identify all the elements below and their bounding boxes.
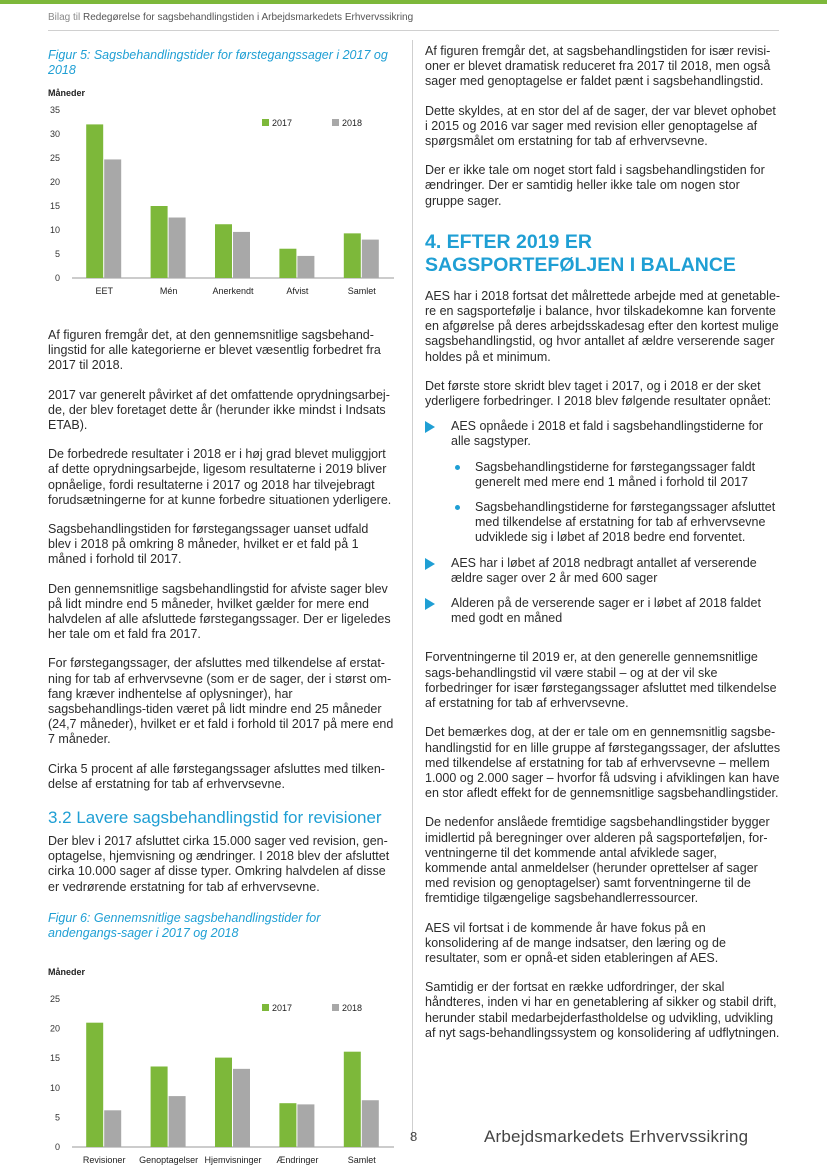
- header-divider: [48, 30, 779, 31]
- bar-2018-mén: [169, 218, 186, 278]
- y-axis-label: Måneder: [48, 88, 86, 98]
- paragraph: Samtidig er der fortsat en række udfordringer, der skal håndteres, inden vi har en genetablering af sikker og stabil drift, herunder stabil medarbejderfastholdelse og udvikling, udvikling af nyt sags-behandlingssystem og konsolidering af udflytningen.: [425, 980, 780, 1040]
- paragraph: De nedenfor anslåede fremtidige sagsbehandlingstider bygger imidlertid på beregninger over alderen på sagsporteføljen, for-ventningerne til det kommende antal afviklede sager, kommende antal anmeldelser (herunder oprettelser af sager med revision og genoptagelser) samt forventningerne til de fremtidige tilgængelige sagsbehandlerressourcer.: [425, 815, 770, 906]
- left-column: [48, 44, 394, 1165]
- y-tick-label: 10: [49, 225, 60, 235]
- figure-5-caption: Figur 5: Sagsbehandlingstider for førstegangssager i 2017 og 2018: [48, 48, 388, 77]
- figure-5-chart: [48, 86, 394, 316]
- section-heading: [425, 231, 781, 277]
- paragraph: AES vil fortsat i de kommende år have fokus på en konsolidering af de mange indsatser, den læring og de resultater, som er opnå-et siden etableringen af AES.: [425, 920, 726, 965]
- paragraph: Det første store skridt blev taget i 2017, og i 2018 er der sket yderligere forbedringer. I 2018 blev følgende resultater opnået:: [425, 378, 772, 409]
- y-tick-label: 10: [49, 1082, 60, 1093]
- bar-2017-genoptagelser: [151, 1066, 168, 1147]
- x-tick-label: Ændringer: [276, 1154, 319, 1165]
- legend-label-2018: 2018: [342, 1002, 363, 1013]
- bar-2017-samlet: [344, 233, 361, 278]
- list-item: [425, 419, 781, 545]
- sub-list-item: [425, 460, 781, 490]
- dot-bullet-icon: [455, 505, 460, 510]
- bar-2017-afvist: [279, 249, 296, 278]
- y-tick-label: 15: [49, 201, 60, 211]
- bar-2018-afvist: [297, 256, 314, 278]
- list-item: [425, 556, 781, 586]
- y-tick-label: 15: [49, 1053, 60, 1064]
- paragraph: Der er ikke tale om noget stort fald i sagsbehandlingstiden for ændringer. Der er samtidig heller ikke tale om nogen stor gruppe sager.: [425, 163, 765, 208]
- paragraph: Cirka 5 procent af alle førstegangssager afsluttes med tilken-delse af erstatning for tab af erhvervsevne.: [48, 761, 385, 791]
- y-tick-label: 20: [49, 177, 60, 187]
- dot-bullet-icon: [455, 465, 460, 470]
- x-tick-label: Hjemvisninger: [204, 1154, 262, 1165]
- sub-list-item-text: Sagsbehandlingstiderne for førstegangssager afsluttet med tilkendelse af erstatning for tab af erhvervsevne udviklede sig i løbet af 2018 bedre end forventet.: [475, 500, 776, 545]
- y-tick-label: 20: [49, 1023, 60, 1034]
- bar-2018-genoptagelser: [169, 1096, 186, 1147]
- x-tick-label: Afvist: [286, 286, 309, 296]
- x-tick-label: EET: [95, 286, 113, 296]
- y-tick-label: 25: [49, 993, 60, 1004]
- x-tick-label: Mén: [159, 286, 178, 296]
- figure-6-caption: Figur 6: Gennemsnitlige sagsbehandlingstider for andengangs-sager i 2017 og 2018: [48, 910, 321, 940]
- page-number: 8: [410, 1129, 418, 1144]
- paragraph: Den gennemsnitlige sagsbehandlingstid for afviste sager blev på lidt mindre end 5 måneder, hvilket gælder for mere end halvdelen af alle afsluttede førstegangssager. Der er ligeledes her tale om et fald fra 2017.: [48, 581, 391, 642]
- y-tick-label: 30: [49, 129, 60, 139]
- legend-swatch-2017: [262, 1004, 269, 1011]
- y-tick-label: 5: [54, 249, 60, 259]
- bar-2018-samlet: [362, 240, 379, 278]
- paragraph: Af figuren fremgår det, at den gennemsnitlige sagsbehand-lingstid for alle kategorierne er blevet væsentlig forbedret fra 2017 til 2018.: [48, 328, 381, 373]
- right-column: [425, 44, 781, 1041]
- legend-swatch-2017: [262, 119, 269, 126]
- legend-swatch-2018: [332, 119, 339, 126]
- triangle-bullet-icon: [425, 558, 435, 570]
- bar-2018-anerkendt: [233, 232, 250, 278]
- section-subheading: 3.2 Lavere sagsbehandlingstid for revisioner: [48, 808, 382, 828]
- x-tick-label: Genoptagelser: [139, 1154, 199, 1165]
- bar-2017-mén: [151, 206, 168, 278]
- top-accent-bar: [0, 0, 827, 4]
- bar-2018-ændringer: [297, 1104, 314, 1147]
- x-tick-label: Samlet: [347, 1154, 376, 1165]
- y-tick-label: 0: [54, 1141, 60, 1152]
- bar-2018-revisioner: [104, 1110, 121, 1147]
- footer-organization: Arbejdsmarkedets Erhvervssikring: [484, 1127, 749, 1146]
- list-item-text: AES har i løbet af 2018 nedbragt antallet af verserende ældre sager over 2 år med 600 sager: [451, 555, 757, 585]
- legend-label-2018: 2018: [342, 118, 363, 128]
- y-tick-label: 5: [54, 1112, 60, 1123]
- sub-list-item: [425, 500, 781, 546]
- paragraph: 2017 var generelt påvirket af det omfattende oprydningsarbej-de, der blev foretaget dette år (herunder ikke mindst i Indsats ETAB).: [48, 387, 390, 433]
- paragraph: Dette skyldes, at en stor del af de sager, der var blevet ophobet i 2015 og 2016 var sager med revision eller genoptagelse af spørgsmålet om erstatning for tab af erhvervsevne.: [425, 103, 776, 149]
- list-item-text: AES opnåede i 2018 et fald i sagsbehandlingstiderne for alle sagstyper.: [451, 419, 764, 449]
- bar-2017-samlet: [344, 1052, 361, 1147]
- paragraph: Af figuren fremgår det, at sagsbehandlingstiden for især revisi-oner er blevet dramatisk reduceret fra 2017 til 2018, men også sager med genoptagelse er faldet pænt i sagsbehandlingstid.: [425, 44, 771, 89]
- header-prefix: Bilag til: [48, 12, 84, 23]
- bar-2017-revisioner: [86, 1023, 103, 1147]
- paragraph: Der blev i 2017 afsluttet cirka 15.000 sager ved revision, gen-optagelse, hjemvisning og ændringer. I 2018 blev der afsluttet cirka 10.000 sager af disse typer. Omkring halvdelen af disse er vedrørende erstatning for tab af erhvervsevne.: [48, 834, 390, 894]
- bar-2017-eet: [86, 124, 103, 278]
- paragraph: Sagsbehandlingstiden for førstegangssager uanset udfald blev i 2018 på omkring 8 måneder, hvilket er et fald på 1 måned i forhold til 2017.: [48, 522, 369, 567]
- bar-2018-eet: [104, 159, 121, 278]
- legend-label-2017: 2017: [272, 118, 293, 128]
- x-tick-label: Anerkendt: [212, 286, 254, 296]
- paragraph: Forventningerne til 2019 er, at den generelle gennemsnitlige sags-behandlingstid vil være stabil – og at der vil ske forbedringer for især førstegangssager afsluttet med tilkendelse af erstatning for tab af erhvervsevne.: [425, 650, 777, 711]
- header-title: Redegørelse for sagsbehandlingstiden i Arbejdsmarkedets Erhvervssikring: [83, 12, 414, 23]
- running-header: [48, 12, 413, 23]
- y-axis-label: Måneder: [48, 966, 86, 977]
- x-tick-label: Revisioner: [82, 1154, 126, 1165]
- sub-list: [425, 460, 781, 546]
- legend-label-2017: 2017: [272, 1002, 293, 1013]
- triangle-bullet-icon: [425, 421, 435, 433]
- paragraph: De forbedrede resultater i 2018 er i høj grad blevet muliggjort af dette oprydningsarbejde, ligesom resultaterne i 2019 bliver opnåelige, fordi resultaterne i 2017 og 2018 har tilvejebragt forudsætningerne for at kunne forbedre situationen yderligere.: [48, 447, 392, 507]
- paragraph: AES har i 2018 fortsat det målrettede arbejde med at genetable-re en sagsportefølje i balance, hvor tilskadekomne kan forvente en afgørelse på deres arbejdsskadesag efter den kortest mulige sagsbehandlingstid, og hvor antallet af ældre verserende sager holdes på et minimum.: [425, 288, 781, 364]
- bar-2017-anerkendt: [215, 224, 232, 278]
- legend-swatch-2018: [332, 1004, 339, 1011]
- triangle-bullet-icon: [425, 598, 435, 610]
- section-heading-line-2: SAGSPORTEFØLJEN I BALANCE: [425, 253, 736, 276]
- bar-2017-ændringer: [279, 1103, 296, 1147]
- results-list: [425, 419, 781, 626]
- bar-2018-hjemvisninger: [233, 1069, 250, 1147]
- y-tick-label: 35: [49, 105, 60, 115]
- x-tick-label: Samlet: [347, 286, 376, 296]
- bar-2017-hjemvisninger: [215, 1057, 232, 1146]
- column-divider: [412, 40, 413, 1140]
- figure-6-chart: [48, 965, 394, 1165]
- y-tick-label: 25: [49, 153, 60, 163]
- list-item: [425, 596, 781, 626]
- bar-2018-samlet: [362, 1100, 379, 1147]
- paragraph: Det bemærkes dog, at der er tale om en gennemsnitlig sagsbe-handlingstid for en lille gruppe af førstegangssager, der afsluttes med tilkendelse af erstatning for tab af erhvervsevne – mellem 1.000 og 2.000 sager – hvorfor få udsving i afviklingen kan have en stor afledt effekt for de gennemsnitlige sagsbehandlingstider.: [425, 725, 781, 801]
- list-item-text: Alderen på de verserende sager er i løbet af 2018 faldet med godt en måned: [451, 596, 761, 626]
- y-tick-label: 0: [54, 273, 60, 283]
- section-heading-line-1: 4. EFTER 2019 ER: [425, 230, 592, 253]
- paragraph: For førstegangssager, der afsluttes med tilkendelse af erstat-ning for tab af erhvervsevne (som er de sager, der i størst om-fang kræver indhentelse af oplysninger), har sagsbehandlings-tiden været på lidt mindre end 25 måneder (24,7 måneder), hvilket er et fald i forhold til 2017 på mere end 7 måneder.: [48, 656, 394, 747]
- sub-list-item-text: Sagsbehandlingstiderne for førstegangssager faldt generelt med mere end 1 måned i forhold til 2017: [475, 459, 756, 489]
